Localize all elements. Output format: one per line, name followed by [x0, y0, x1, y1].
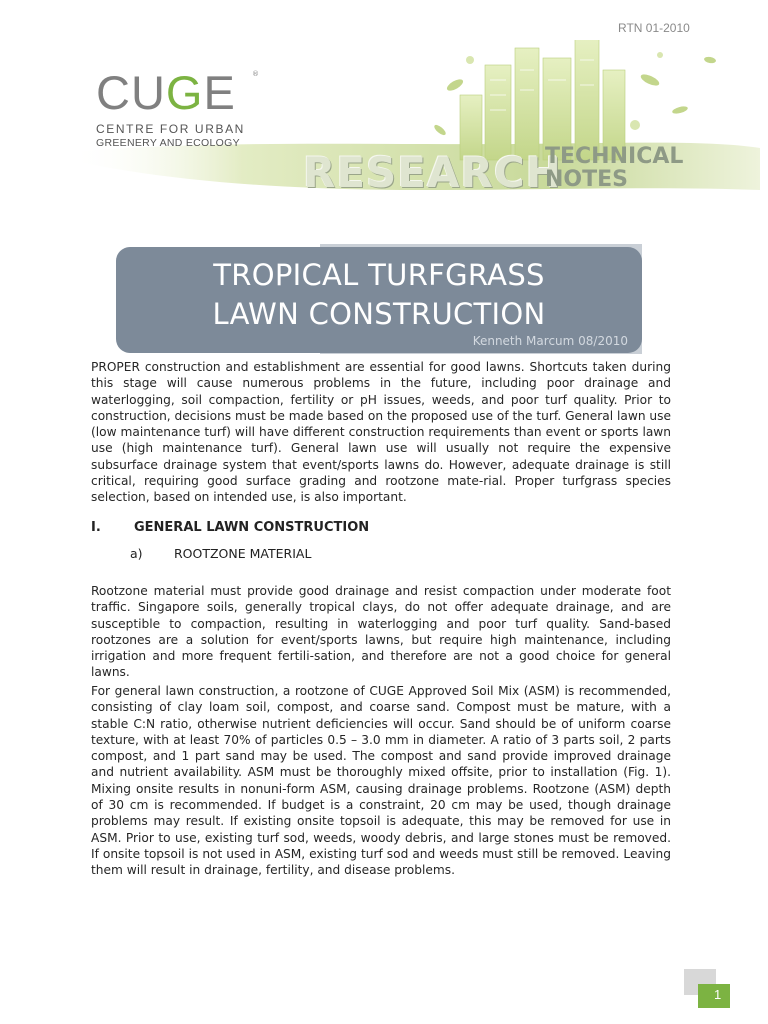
- page-number: 1: [714, 987, 722, 1002]
- report-number: RTN 01-2010: [618, 21, 690, 35]
- banner-research-text: RESEARCH: [303, 148, 562, 197]
- intro-paragraph: PROPER construction and establishment are essential for good lawns. Shortcuts taken during this stage will cause numerous problems in the future, including poor drainage and waterlogging, soil compaction, fertility or pH issues, weeds, and poor turf quality. Prior to construction, decisions must be made based on the proposed use of the turf. General lawn use (low maintenance turf) will have different construction requirements than event or sports lawn use (high maintenance turf). General lawn use will usually not require the expensive subsurface drainage system that event/sports lawns do. However, adequate drainage is still critical, requiring good surface grading and rootzone mate-rial. Proper turfgrass species selection, based on intended use, is also important.: [91, 360, 671, 505]
- subsection-number: a): [130, 546, 143, 561]
- section-number: I.: [91, 520, 101, 535]
- banner-technical-notes: TECHNICAL NOTES: [545, 144, 684, 192]
- registered-mark: ®: [252, 70, 259, 78]
- rootzone-paragraph-1: Rootzone material must provide good drainage and resist compaction under moderate foot traffic. Singapore soils, generally tropical clays, do not offer adequate drainage, and are susceptible to compaction, resulting in waterlogging and poor turf quality. Sand-based rootzones are a solution for event/sports lawns, but require high maintenance, including irrigation and more frequent fertili-sation, and therefore are not a good choice for general lawns.: [91, 584, 671, 680]
- cuge-logo: [96, 66, 259, 149]
- logo-tagline-line1: CENTRE FOR URBAN: [96, 122, 245, 136]
- title-line-1: TROPICAL TURFGRASS: [213, 258, 545, 292]
- logo-tagline-line2: GREENERY AND ECOLOGY: [96, 137, 240, 149]
- title-line-2: LAWN CONSTRUCTION: [212, 297, 546, 331]
- logo-wordmark: CUGE: [96, 66, 236, 119]
- rootzone-paragraph-2: For general lawn construction, a rootzone of CUGE Approved Soil Mix (ASM) is recommended, consisting of clay loam soil, compost, and coarse sand. Compost must be mature, with a stable C:N ratio, otherwise nutrient deficiencies will occur. Sand should be of uniform coarse texture, with at least 70% of particles 0.5 – 3.0 mm in diameter. A ratio of 3 parts soil, 2 parts compost, and 1 part sand may be used. The compost and sand provide improved drainage and nutrient availability. ASM must be thoroughly mixed offsite, prior to installation (Fig. 1). Mixing onsite results in nonuni-form ASM, causing drainage problems. Rootzone (ASM) depth of 30 cm is recommended. If budget is a constraint, 20 cm may be used, though drainage problems may result. If existing onsite topsoil is adequate, this may be removed for use in ASM. Prior to use, existing turf sod, weeds, woody debris, and large stones must be removed. If onsite topsoil is not used in ASM, existing turf sod and weeds must still be removed. Leaving them will result in drainage, fertility, and disease problems.: [91, 684, 671, 878]
- author-date: Kenneth Marcum 08/2010: [472, 334, 628, 348]
- section-heading: GENERAL LAWN CONSTRUCTION: [134, 520, 370, 535]
- title-box: [116, 247, 642, 353]
- subsection-heading: ROOTZONE MATERIAL: [174, 546, 312, 561]
